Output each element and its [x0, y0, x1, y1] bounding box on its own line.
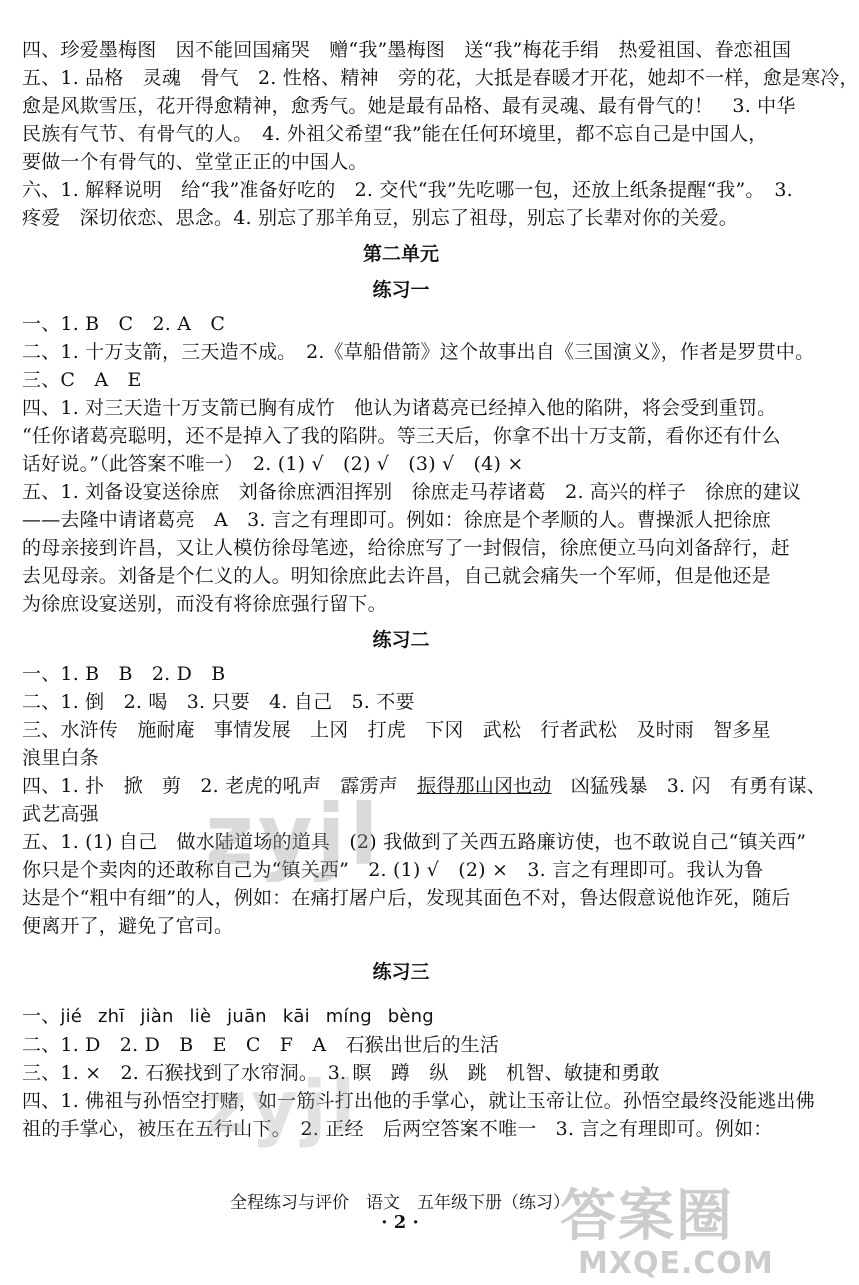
answer-text: 一、: [22, 1005, 61, 1027]
answer-line: 要做一个有骨气的、堂堂正正的中国人。: [22, 151, 368, 173]
exercise-2-block: [22, 660, 826, 940]
pinyin-answers: jié zhī jiàn liè juān kāi míng bèng: [60, 1006, 434, 1027]
exercise-3-title: 练习三: [372, 961, 430, 983]
watermark-logo-text: 答案圈: [560, 1184, 734, 1249]
answer-line: ——去隆中请诸葛亮 A 3. 言之有理即可。例如：徐庶是个孝顺的人。曹操派人把徐庶: [22, 509, 772, 531]
answer-line-with-underline: [22, 772, 826, 800]
answer-line: 祖的手掌心，被压在五行山下。 2. 正经 后两空答案不唯一 3. 言之有理即可。例如：: [22, 1118, 773, 1140]
answer-line: 话好说。”（此答案不唯一） 2. (1) √ (2) √ (3) √ (4) ×: [22, 453, 524, 475]
answer-line: 为徐庶设宴送别，而没有将徐庶强行留下。: [22, 593, 387, 615]
answer-line: 去见母亲。刘备是个仁义的人。明知徐庶此去许昌，自己就会痛失一个军师，但是他还是: [22, 565, 771, 587]
answer-line: 四、珍爱墨梅图 因不能回国痛哭 赠“我”墨梅图 送“我”梅花手绢 热爱祖国、眷恋祖国: [22, 39, 792, 61]
answer-line: “任你诸葛亮聪明，还不是掉入了我的陷阱。等三天后，你拿不出十万支箭，看你还有什么: [22, 425, 781, 447]
footer-book-title: 全程练习与评价 语文 五年级下册（练习）: [230, 1193, 570, 1213]
answer-line: 五、1. 品格 灵魂 骨气 2. 性格、精神 旁的花，大抵是春暖才开花，她却不一样，愈是寒冷，: [22, 67, 859, 89]
pinyin-answer-line: [22, 1002, 780, 1031]
answer-line: 武艺高强: [22, 803, 99, 825]
answer-line: 一、1. B B 2. D B: [22, 663, 226, 685]
answer-line: 你只是个卖肉的还敢称自己为“镇关西” 2. (1) √ (2) × 3. 言之有理即可。我认为鲁: [22, 859, 764, 881]
answer-line: 疼爱 深切依恋、思念。4. 别忘了那羊角豆，别忘了祖母，别忘了长辈对你的关爱。: [22, 207, 738, 229]
watermark-site-mark: zyjl: [205, 1065, 360, 1149]
answer-line: 四、1. 对三天造十万支箭已胸有成竹 他认为诸葛亮已经掉入他的陷阱，将会受到重罚。: [22, 397, 777, 419]
exercise-3-block: [22, 1002, 815, 1143]
answer-line: 浪里白条: [22, 747, 99, 769]
answer-line: 一、1. B C 2. A C: [22, 313, 226, 335]
answer-line: 五、1. 刘备设宴送徐庶 刘备徐庶洒泪挥别 徐庶走马荐诸葛 2. 高兴的样子 徐庶的建议: [22, 481, 802, 503]
answer-line: 三、1. × 2. 石猴找到了水帘洞。 3. 瞑 蹲 纵 跳 机智、敏捷和勇敢: [22, 1062, 660, 1084]
answer-line: 二、1. 倒 2. 喝 3. 只要 4. 自己 5. 不要: [22, 691, 415, 713]
answer-line: 便离开了，避免了官司。: [22, 915, 234, 937]
answer-text: 四、1. 扑 掀 剪 2. 老虎的吼声 霹雳声: [22, 775, 418, 797]
answer-line: 四、1. 佛祖与孙悟空打赌，如一筋斗打出他的手掌心，就让玉帝让位。孙悟空最终没能逃出佛: [22, 1090, 815, 1112]
spacer: [22, 940, 780, 950]
page-number: · 2 ·: [381, 1212, 419, 1233]
answer-line: 六、1. 解释说明 给“我”准备好吃的 2. 交代“我”先吃哪一包，还放上纸条提醒“我”。 3.: [22, 179, 793, 201]
answer-line: 五、1. (1) 自己 做水陆道场的道具 (2) 我做到了关西五路廉访使，也不敢说自己“镇关西”: [22, 831, 807, 853]
unit-title: 第二单元: [362, 243, 439, 265]
watermark-logo-url: MXQE.COM: [578, 1246, 774, 1281]
answer-line: 二、1. D 2. D B E C F A 石猴出世后的生活: [22, 1034, 500, 1056]
answer-line: 达是个“粗中有细”的人，例如：在痛打屠户后，发现其面色不对，鲁达假意说他诈死，随后: [22, 887, 791, 909]
exercise-1-block: [22, 310, 815, 618]
answer-line: 二、1. 十万支箭，三天造不成。 2.《草船借箭》这个故事出自《三国演义》，作者是罗贯中。: [22, 341, 815, 363]
answer-line: 愈是风欺雪压，花开得愈精神，愈秀气。她是最有品格、最有灵魂、最有骨气的！ 3. 中华: [22, 95, 796, 117]
answer-line: 三、水浒传 施耐庵 事情发展 上冈 打虎 下冈 武松 行者武松 及时雨 智多星: [22, 719, 771, 741]
top-answers-block: [22, 36, 859, 232]
underlined-answer: 振得那山冈也动: [417, 775, 552, 797]
spacer: [22, 992, 780, 1002]
watermark-site-mark: zyjl: [205, 786, 383, 884]
exercise-2-title: 练习二: [372, 629, 430, 651]
answer-line: 三、C A E: [22, 369, 142, 391]
answer-line: 民族有气节、有骨气的人。 4. 外祖父希望“我”能在任何环境里，都不忘自己是中国人，: [22, 123, 768, 145]
watermark-logo: [560, 1172, 790, 1281]
answer-text: 凶猛残暴 3. 闪 有勇有谋、: [551, 775, 826, 797]
answer-line: 的母亲接到许昌，又让人模仿徐母笔迹，给徐庶写了一封假信，徐庶便立马向刘备辞行，赶: [22, 537, 791, 559]
exercise-1-title: 练习一: [372, 279, 430, 301]
page-content: [22, 36, 859, 1143]
